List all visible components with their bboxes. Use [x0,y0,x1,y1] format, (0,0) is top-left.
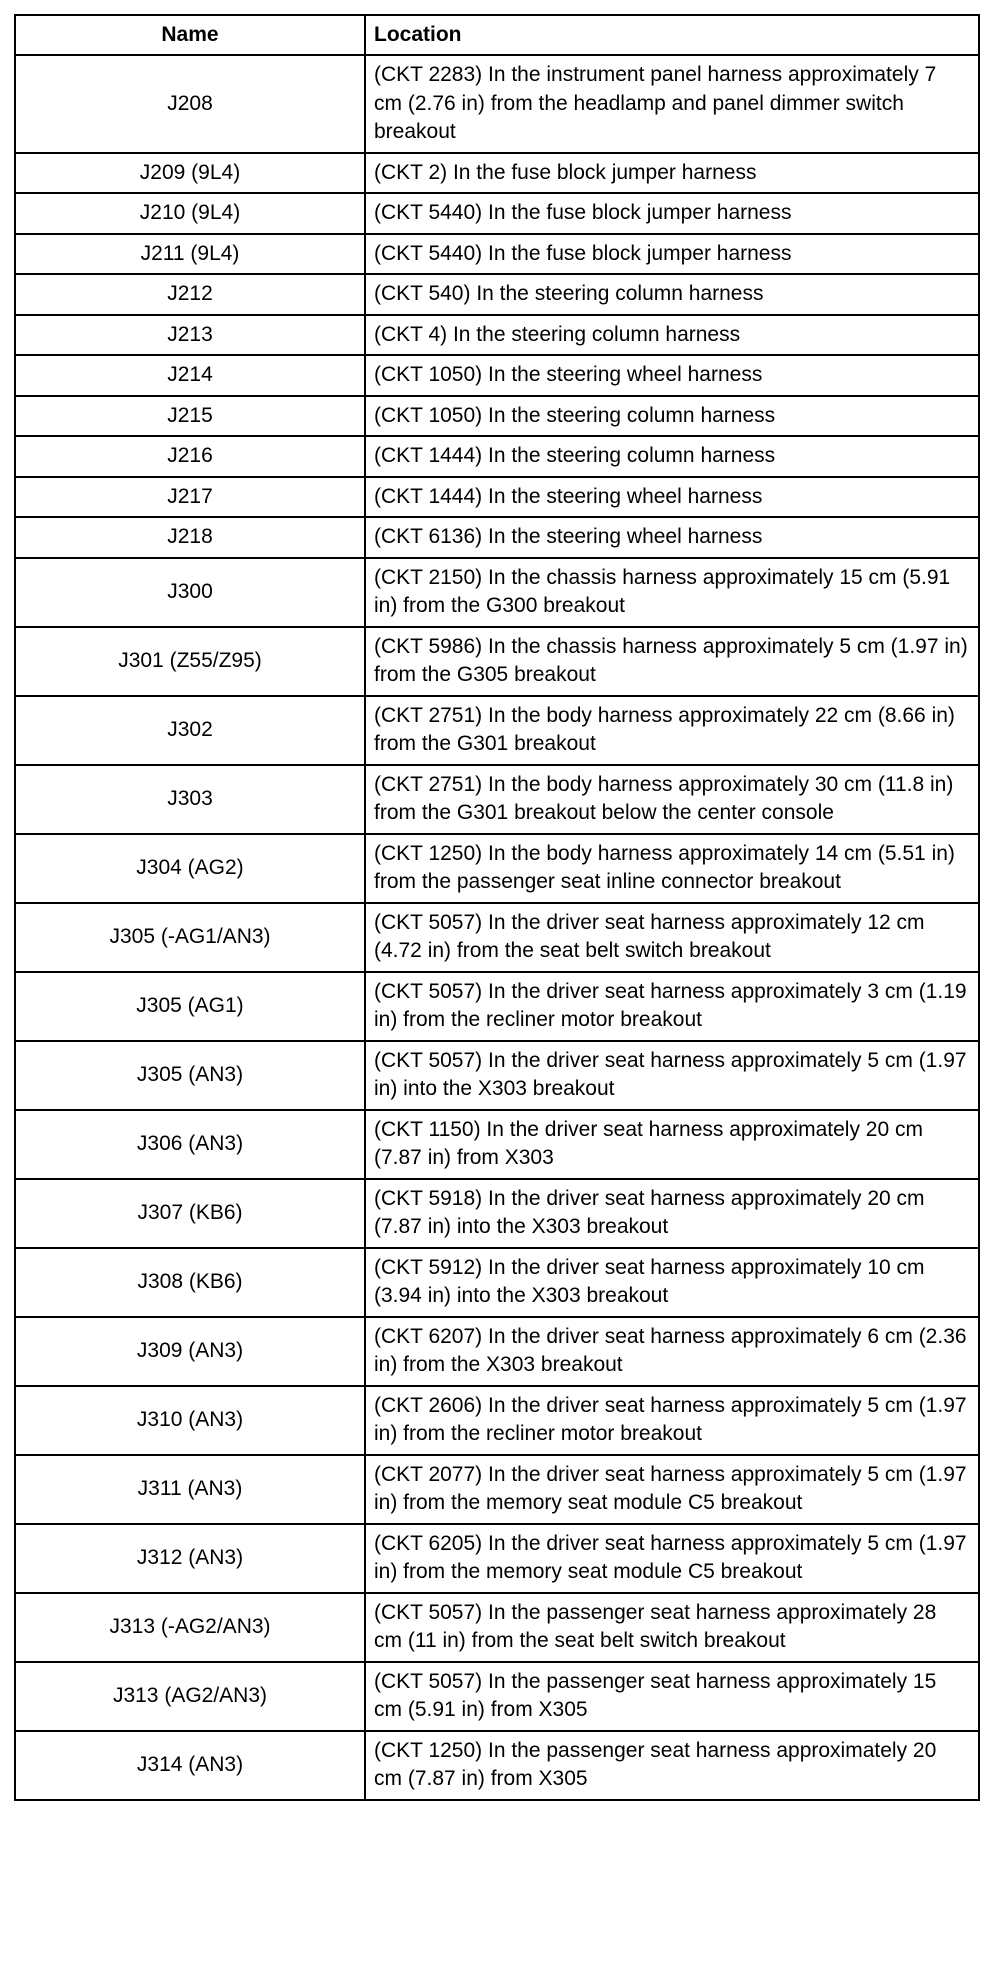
splice-location-cell: (CKT 6207) In the driver seat harness approximately 6 cm (2.36 in) from the X303 breakout [365,1317,979,1386]
table-row [15,396,979,437]
splice-location-cell: (CKT 5057) In the driver seat harness approximately 12 cm (4.72 in) from the seat belt switch breakout [365,903,979,972]
table-row [15,355,979,396]
splice-location-cell: (CKT 5440) In the fuse block jumper harness [365,193,979,234]
table-row [15,558,979,627]
table-row [15,55,979,153]
splice-name-cell: J308 (KB6) [15,1248,365,1317]
table-row [15,274,979,315]
splice-location-cell: (CKT 5057) In the passenger seat harness approximately 28 cm (11 in) from the seat belt switch breakout [365,1593,979,1662]
splice-name-cell: J210 (9L4) [15,193,365,234]
splice-location-cell: (CKT 5440) In the fuse block jumper harness [365,234,979,275]
splice-name-cell: J310 (AN3) [15,1386,365,1455]
column-header-name: Name [15,15,365,55]
table-row [15,1731,979,1800]
splice-name-cell: J218 [15,517,365,558]
table-row [15,1317,979,1386]
splice-location-cell: (CKT 1250) In the body harness approximately 14 cm (5.51 in) from the passenger seat inline connector breakout [365,834,979,903]
splice-name-cell: J313 (-AG2/AN3) [15,1593,365,1662]
splice-location-cell: (CKT 5986) In the chassis harness approximately 5 cm (1.97 in) from the G305 breakout [365,627,979,696]
splice-name-cell: J305 (-AG1/AN3) [15,903,365,972]
column-header-location: Location [365,15,979,55]
table-row [15,1455,979,1524]
table-row [15,436,979,477]
splice-location-cell: (CKT 2606) In the driver seat harness approximately 5 cm (1.97 in) from the recliner motor breakout [365,1386,979,1455]
table-row [15,477,979,518]
table-header-row [15,15,979,55]
table-row [15,696,979,765]
splice-name-cell: J312 (AN3) [15,1524,365,1593]
splice-location-cell: (CKT 1050) In the steering column harness [365,396,979,437]
splice-location-cell: (CKT 5912) In the driver seat harness approximately 10 cm (3.94 in) into the X303 breakout [365,1248,979,1317]
splice-name-cell: J303 [15,765,365,834]
table-body [15,55,979,1800]
splice-location-cell: (CKT 6136) In the steering wheel harness [365,517,979,558]
splice-location-cell: (CKT 2283) In the instrument panel harness approximately 7 cm (2.76 in) from the headlamp and panel dimmer switch breakout [365,55,979,153]
table-row [15,1386,979,1455]
splice-location-cell: (CKT 2) In the fuse block jumper harness [365,153,979,194]
splice-name-cell: J306 (AN3) [15,1110,365,1179]
splice-name-cell: J212 [15,274,365,315]
table-row [15,1524,979,1593]
table-row [15,765,979,834]
splice-name-cell: J305 (AG1) [15,972,365,1041]
table-row [15,972,979,1041]
splice-location-table [14,14,980,1801]
splice-location-cell: (CKT 2077) In the driver seat harness approximately 5 cm (1.97 in) from the memory seat module C5 breakout [365,1455,979,1524]
table-row [15,834,979,903]
table-row [15,234,979,275]
splice-name-cell: J309 (AN3) [15,1317,365,1386]
splice-location-cell: (CKT 5057) In the passenger seat harness approximately 15 cm (5.91 in) from X305 [365,1662,979,1731]
splice-location-cell: (CKT 2751) In the body harness approximately 22 cm (8.66 in) from the G301 breakout [365,696,979,765]
splice-location-cell: (CKT 4) In the steering column harness [365,315,979,356]
splice-name-cell: J211 (9L4) [15,234,365,275]
table-row [15,193,979,234]
splice-name-cell: J304 (AG2) [15,834,365,903]
splice-name-cell: J300 [15,558,365,627]
splice-name-cell: J307 (KB6) [15,1179,365,1248]
splice-location-cell: (CKT 2751) In the body harness approximately 30 cm (11.8 in) from the G301 breakout below the center console [365,765,979,834]
splice-location-cell: (CKT 1050) In the steering wheel harness [365,355,979,396]
splice-location-cell: (CKT 1150) In the driver seat harness approximately 20 cm (7.87 in) from X303 [365,1110,979,1179]
table-row [15,517,979,558]
splice-name-cell: J217 [15,477,365,518]
splice-location-cell: (CKT 6205) In the driver seat harness approximately 5 cm (1.97 in) from the memory seat module C5 breakout [365,1524,979,1593]
splice-name-cell: J215 [15,396,365,437]
splice-name-cell: J216 [15,436,365,477]
splice-name-cell: J305 (AN3) [15,1041,365,1110]
table-row [15,153,979,194]
splice-location-cell: (CKT 5057) In the driver seat harness approximately 3 cm (1.19 in) from the recliner motor breakout [365,972,979,1041]
splice-name-cell: J313 (AG2/AN3) [15,1662,365,1731]
table-row [15,1179,979,1248]
table-row [15,1110,979,1179]
splice-name-cell: J301 (Z55/Z95) [15,627,365,696]
table-row [15,1248,979,1317]
splice-location-cell: (CKT 1444) In the steering column harness [365,436,979,477]
splice-location-cell: (CKT 2150) In the chassis harness approximately 15 cm (5.91 in) from the G300 breakout [365,558,979,627]
table-row [15,315,979,356]
splice-location-cell: (CKT 1444) In the steering wheel harness [365,477,979,518]
splice-name-cell: J302 [15,696,365,765]
splice-location-cell: (CKT 540) In the steering column harness [365,274,979,315]
splice-name-cell: J213 [15,315,365,356]
splice-name-cell: J214 [15,355,365,396]
splice-name-cell: J208 [15,55,365,153]
table-row [15,903,979,972]
table-row [15,1041,979,1110]
splice-name-cell: J209 (9L4) [15,153,365,194]
splice-name-cell: J311 (AN3) [15,1455,365,1524]
splice-location-cell: (CKT 1250) In the passenger seat harness approximately 20 cm (7.87 in) from X305 [365,1731,979,1800]
table-row [15,627,979,696]
splice-location-cell: (CKT 5918) In the driver seat harness approximately 20 cm (7.87 in) into the X303 breakout [365,1179,979,1248]
splice-location-cell: (CKT 5057) In the driver seat harness approximately 5 cm (1.97 in) into the X303 breakout [365,1041,979,1110]
table-row [15,1593,979,1662]
splice-name-cell: J314 (AN3) [15,1731,365,1800]
table-row [15,1662,979,1731]
